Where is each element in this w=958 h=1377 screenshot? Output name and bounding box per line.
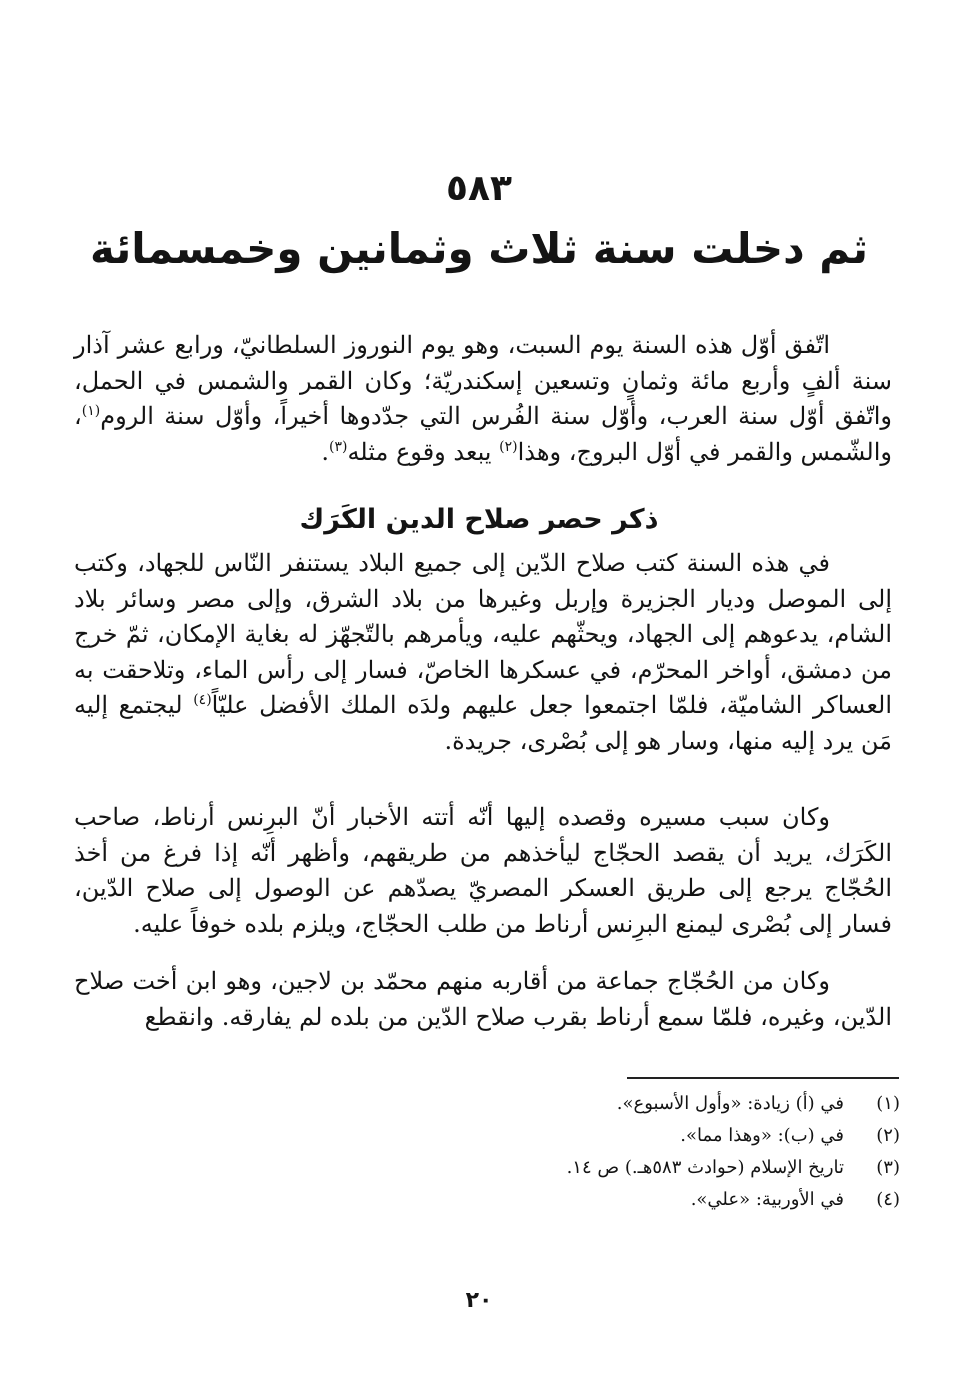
paragraph-3: وكان سبب مسيره وقصده إليها أنّه أتته الأخبار أنّ البرِنس أرناط، صاحب الكَرَك، يريد أن يقصد الحجّاج ليأخذهم من طريقهم، وأظهر أنّه إذا فرغ من أخذ الحُجّاج يرجع إلى طريق العسكر المصريّ يصدّهم عن الوصول إلى صلاح الدّين، فسار إلى بُصْرى ليمنع البرِنس أرناط من طلب الحجّاج، ويلزم بلده خوفاً عليه.: [74, 803, 892, 938]
footnote-ref-4: (٤): [193, 692, 212, 709]
footnote-divider: [627, 1077, 899, 1079]
footnote-text: في الأوربية: «علي».: [690, 1189, 844, 1210]
footnote-text: في (ب): «وهذا مما».: [680, 1125, 844, 1146]
paragraph-2: [74, 546, 892, 760]
footnote-number: (١): [876, 1093, 900, 1114]
footnote-item: [200, 1093, 900, 1125]
footnote-text: تاريخ الإسلام (حوادث ٥٨٣هـ.) ص ١٤.: [566, 1157, 844, 1178]
footnote-number: (٣): [876, 1157, 900, 1178]
paragraph-1-part-3: يبعد وقوع مثله: [347, 437, 500, 466]
paragraph-1-part-1: اتّفق أوّل هذه السنة يوم السبت، وهو يوم النوروز السلطانيّ، ورابع عشر آذار سنة ألفٍ وأربع مائة وثمانٍ وتسعين إسكندريّة؛ وكان القمر والشمس في الحمل، واتّفق أوّل سنة العرب، وأوّل سنة الفُرس التي جدّدوها أخيراً، وأوّل سنة الروم: [74, 331, 892, 431]
footnote-number: (٤): [876, 1189, 900, 1210]
paragraph-1-part-2: ، والشّمس والقمر في أوّل البروج، وهذا: [74, 402, 892, 466]
paragraph-2-part-1: في هذه السنة كتب صلاح الدّين إلى جميع البلاد يستنفر النّاس للجهاد، وكتب إلى الموصل وديار الجزيرة وإربل وغيرها من بلاد الشرق، وإلى مصر وسائر بلاد الشام، يدعوهم إلى الجهاد، ويحثّهم عليه، ويأمرهم بالتّجهّز له بغاية الإمكان، ثمّ خرج من دمشق، أواخر المحرّم، في عسكرها الخاصّ، فسار إلى رأس الماء، وتلاحقت به العساكر الشاميّة، فلمّا اجتمعوا جعل عليهم ولدَه الملك الأفضل عليّاً: [74, 549, 893, 720]
section-heading: ذكر حصر صلاح الدين الكَرَك: [299, 504, 659, 535]
footnote-ref-2: (٢): [499, 438, 518, 455]
paragraph-4: وكان من الحُجّاج جماعة من أقاربه منهم محمّد بن لاجين، وهو ابن أخت صلاح الدّين، وغيره، فلمّا سمع أرناط بقرب صلاح الدّين من بلده لم يفارقه. وانقطع: [74, 967, 892, 1031]
paragraph-1-part-4: .: [321, 437, 329, 466]
footnote-ref-3: (٣): [328, 438, 348, 455]
footnote-item: [200, 1189, 900, 1221]
footnote-item: [200, 1157, 900, 1189]
page-number: ٢٠: [465, 1288, 493, 1313]
footnote-number: (٢): [876, 1125, 900, 1146]
footnote-text: في (أ) زيادة: «وأول الأسبوع».: [616, 1093, 844, 1114]
page-title: ثم دخلت سنة ثلاث وثمانين وخمسمائة: [90, 224, 868, 273]
paragraph-1: [74, 328, 892, 470]
footnote-ref-1: (١): [81, 403, 101, 420]
year-number: ٥٨٣: [446, 168, 512, 209]
footnotes-list: [200, 1093, 900, 1221]
footnote-item: [200, 1125, 900, 1157]
paragraph-2-part-2: ليجتمع إليه مَن يرد إليه منها، وسار هو إلى بُصْرى، جريدة.: [74, 691, 892, 755]
